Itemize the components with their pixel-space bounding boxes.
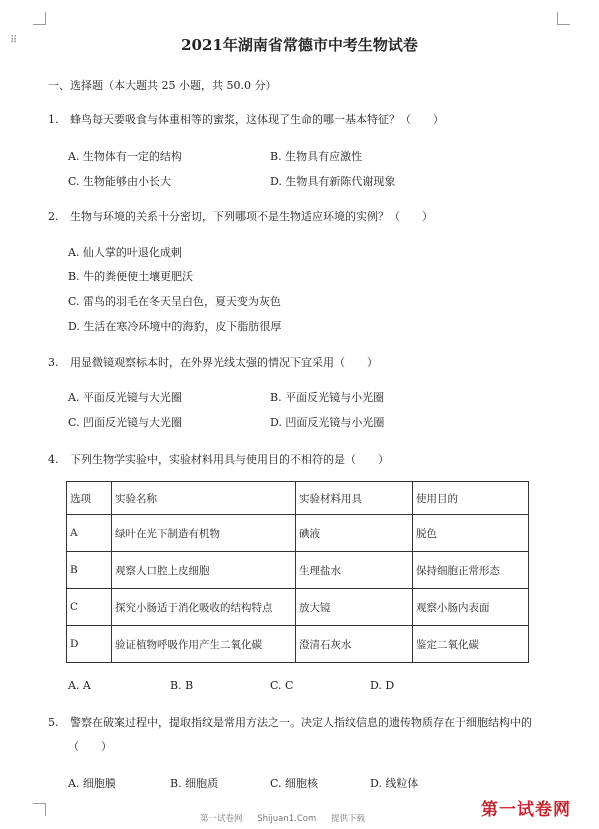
question-text: 生物与环境的关系十分密切，下列哪项不是生物适应环境的实例？（ ） [70, 210, 433, 223]
table-cell: 生理盐水 [296, 552, 413, 589]
footer-download-note: 提供下载 [330, 814, 365, 824]
table-header-cell: 实验材料用具 [296, 482, 413, 515]
table-cell: B [67, 552, 112, 589]
question-2 [48, 208, 433, 224]
option-c: C. 细胞核 [270, 777, 319, 790]
document-title: 2021年湖南省常德市中考生物试卷 [181, 36, 418, 54]
option-a: A. 平面反光镜与大光圈 [68, 391, 182, 404]
option-b: B. B [170, 679, 194, 692]
table-row [67, 515, 529, 552]
table-cell: 保持细胞正常形态 [413, 552, 529, 589]
table-cell: 鉴定二氧化碳 [413, 626, 529, 663]
option-a: A. 仙人掌的叶退化成刺 [68, 246, 182, 259]
brand-watermark: 第一试卷网 [481, 800, 571, 820]
corner-mark-top-right [557, 12, 570, 25]
table-header-cell: 使用目的 [413, 482, 529, 515]
option-c: C. 凹面反光镜与大光圈 [68, 416, 183, 429]
question-1 [48, 111, 444, 127]
table-cell: 脱色 [413, 515, 529, 552]
corner-mark-bottom-left [33, 803, 46, 816]
option-d: D. 线粒体 [370, 777, 419, 790]
question-number: 3. [48, 356, 59, 369]
question-text-continued: （ ） [68, 740, 112, 753]
table-cell: 验证植物呼吸作用产生二氧化碳 [112, 626, 296, 663]
table-cell: C [67, 589, 112, 626]
question-4 [48, 451, 389, 467]
table-cell: 探究小肠适于消化吸收的结构特点 [112, 589, 296, 626]
option-c: C. C [270, 679, 294, 692]
question-number: 5. [48, 716, 59, 729]
table-row [67, 626, 529, 663]
drag-handle-icon[interactable]: ⠿ [10, 35, 19, 46]
question-number: 4. [48, 453, 59, 466]
option-b: B. 细胞质 [170, 777, 219, 790]
option-c: C. 雷鸟的羽毛在冬天呈白色，夏天变为灰色 [68, 295, 282, 308]
option-d: D. 生活在寒冷环境中的海豹，皮下脂肪很厚 [68, 320, 282, 333]
table-cell: 观察小肠内表面 [413, 589, 529, 626]
option-a: A. A [68, 679, 91, 692]
table-header-cell: 选项 [67, 482, 112, 515]
question-number: 1. [48, 113, 59, 126]
question-number: 2. [48, 210, 59, 223]
option-d: D. D [370, 679, 395, 692]
table-header-row [67, 482, 529, 515]
question-text: 用显微镜观察标本时，在外界光线太强的情况下宜采用（ ） [70, 356, 378, 369]
option-d: D. 凹面反光镜与小光圈 [270, 416, 385, 429]
footer-site-url: Shijuan1.Com [257, 814, 317, 824]
option-c: C. 生物能够由小长大 [68, 175, 172, 188]
table-cell: 绿叶在光下制造有机物 [112, 515, 296, 552]
option-a: A. 生物体有一定的结构 [68, 150, 182, 163]
option-b: B. 平面反光镜与小光圈 [270, 391, 385, 404]
question-3 [48, 354, 378, 370]
question-text: 蜂鸟每天要吸食与体重相等的蜜浆，这体现了生命的哪一基本特征？（ ） [70, 113, 444, 126]
section-heading: 一、选择题（本大题共 25 小题，共 50.0 分） [48, 79, 277, 92]
question-text: 警察在破案过程中，提取指纹是常用方法之一。决定人指纹信息的遗传物质存在于细胞结构中的 [70, 716, 532, 729]
question-5 [48, 714, 532, 730]
option-d: D. 生物具有新陈代谢现象 [270, 175, 396, 188]
option-b: B. 生物具有应激性 [270, 150, 363, 163]
table-cell: D [67, 626, 112, 663]
table-cell: A [67, 515, 112, 552]
corner-mark-top-left [33, 12, 46, 25]
table-cell: 观察人口腔上皮细胞 [112, 552, 296, 589]
page-footer [200, 812, 377, 824]
question-text: 下列生物学实验中，实验材料用具与使用目的不相符的是（ ） [70, 453, 389, 466]
experiment-table [66, 481, 529, 663]
option-a: A. 细胞膜 [68, 777, 116, 790]
table-header-cell: 实验名称 [112, 482, 296, 515]
footer-site-name: 第一试卷网 [200, 814, 243, 824]
table-cell: 放大镜 [296, 589, 413, 626]
table-row [67, 552, 529, 589]
table-cell: 碘液 [296, 515, 413, 552]
table-cell: 澄清石灰水 [296, 626, 413, 663]
table-row [67, 589, 529, 626]
option-b: B. 牛的粪便使土壤更肥沃 [68, 270, 194, 283]
